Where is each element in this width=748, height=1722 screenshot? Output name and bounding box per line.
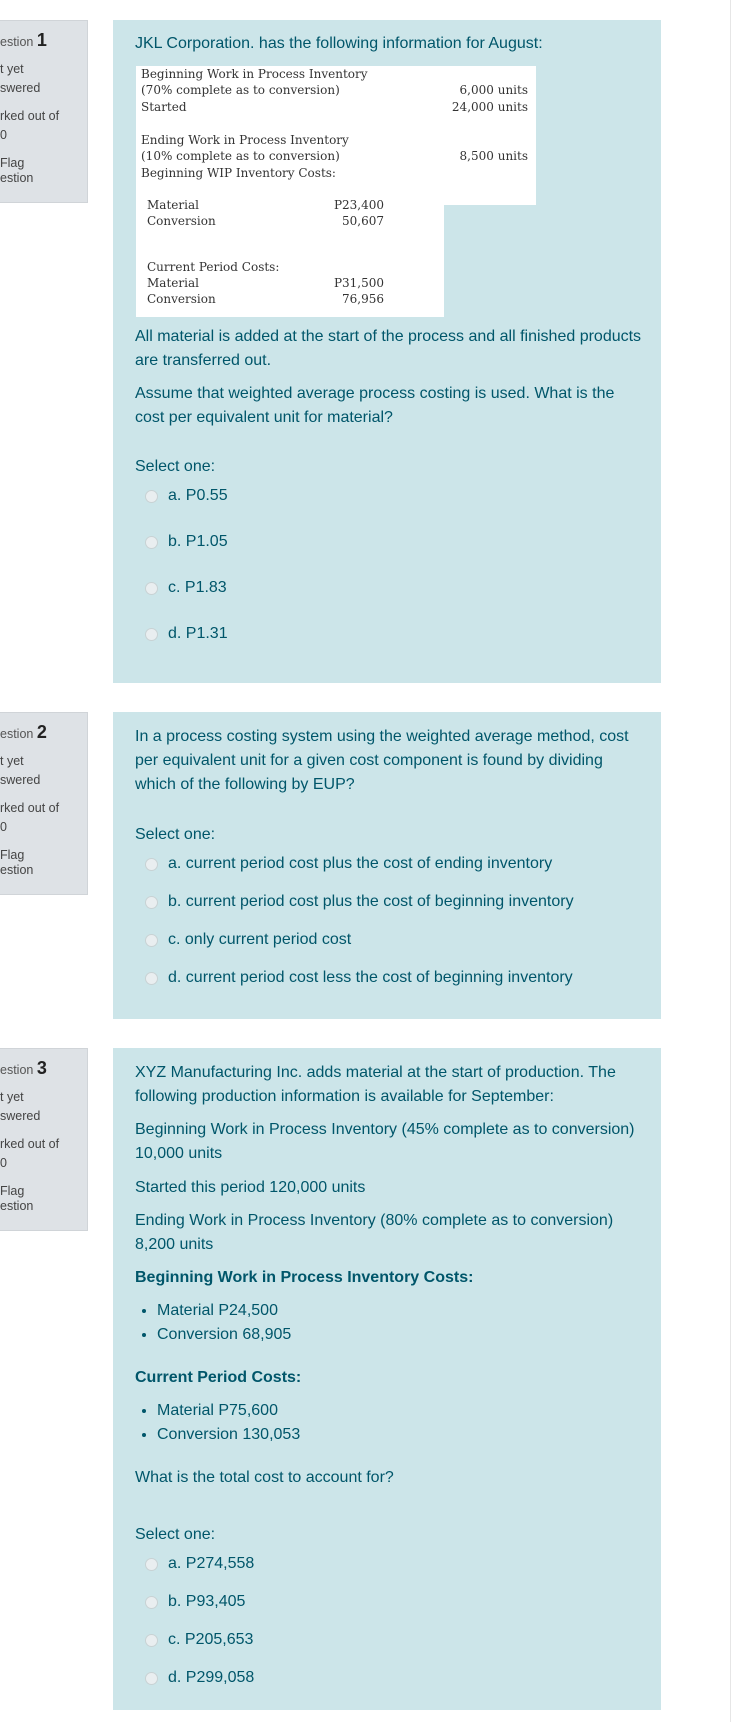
list-item: • Conversion 130,053	[157, 1423, 643, 1447]
flag-label: estion	[0, 863, 34, 877]
question-info-1	[0, 20, 88, 203]
radio-button[interactable]	[145, 1634, 158, 1647]
option-label: d. current period cost less the cost of beginning inventory	[168, 969, 573, 986]
answer-option-a[interactable]	[145, 487, 228, 505]
question-content-2	[113, 712, 661, 1019]
table-text: Material	[147, 276, 199, 290]
costs-heading: Beginning Work in Process Inventory Costs:	[135, 1269, 474, 1286]
radio-button[interactable]	[145, 628, 158, 641]
question-number: estion 2	[0, 722, 47, 742]
question-number: estion 3	[0, 1058, 47, 1078]
table-value: 8,500 units	[459, 149, 528, 163]
question-paragraph: Beginning Work in Process Inventory (45% complete as to conversion) 10,000 units	[135, 1121, 635, 1162]
table-text: Conversion	[147, 292, 216, 306]
radio-button[interactable]	[145, 896, 158, 909]
radio-button[interactable]	[145, 1558, 158, 1571]
option-label: d. P1.31	[168, 625, 228, 642]
cost-list	[135, 1399, 643, 1447]
flag-label: estion	[0, 1199, 34, 1213]
costs-heading: Current Period Costs:	[135, 1369, 302, 1386]
answer-option-a[interactable]	[145, 855, 552, 873]
option-label: b. P1.05	[168, 533, 228, 550]
radio-button[interactable]	[145, 858, 158, 871]
question-content-3	[113, 1048, 661, 1710]
option-label: b. current period cost plus the cost of beginning inventory	[168, 893, 574, 910]
question-info-2	[0, 712, 88, 895]
answer-option-c[interactable]	[145, 931, 351, 949]
table-text: (10% complete as to conversion)	[141, 149, 340, 163]
option-label: b. P93,405	[168, 1593, 246, 1610]
answer-option-d[interactable]	[145, 969, 573, 987]
status-line: swered	[0, 773, 41, 787]
option-label: a. current period cost plus the cost of ending inventory	[168, 855, 553, 872]
marks-line: 0	[0, 1156, 7, 1170]
radio-button[interactable]	[145, 1596, 158, 1609]
table-value: 6,000 units	[459, 83, 528, 97]
option-label: a. P274,558	[168, 1555, 255, 1572]
list-item: • Conversion 68,905	[157, 1323, 643, 1347]
status-line: swered	[0, 81, 41, 95]
radio-button[interactable]	[145, 972, 158, 985]
question-number: estion 1	[0, 30, 47, 50]
question-info-3	[0, 1048, 88, 1231]
flag-label: Flag	[0, 1184, 25, 1198]
marks-line: rked out of	[0, 1137, 60, 1151]
radio-button[interactable]	[145, 536, 158, 549]
table-value: 76,956	[342, 292, 384, 306]
page-right-border	[730, 0, 731, 1722]
table-text: Beginning WIP Inventory Costs:	[141, 166, 336, 180]
question-text: In a process costing system using the weighted average method, cost per equivalent unit for a given cost component is found by dividing which of the following by EUP?	[135, 728, 629, 793]
radio-button[interactable]	[145, 490, 158, 503]
marks-line: 0	[0, 820, 7, 834]
table-text: Current Period Costs:	[147, 260, 280, 274]
flag-label: estion	[0, 171, 34, 185]
answer-option-c[interactable]	[145, 1631, 253, 1649]
flag-question-link[interactable]	[0, 848, 33, 877]
table-text: Beginning Work in Process Inventory	[141, 67, 368, 81]
cost-list	[135, 1299, 643, 1347]
marks-line: 0	[0, 128, 7, 142]
table-value: P23,400	[333, 198, 384, 212]
flag-label: Flag	[0, 848, 25, 862]
answer-option-b[interactable]	[145, 1593, 245, 1611]
table-text: (70% complete as to conversion)	[141, 83, 340, 97]
option-label: c. P1.83	[168, 579, 227, 596]
option-label: d. P299,058	[168, 1669, 255, 1686]
answer-option-a[interactable]	[145, 1555, 254, 1573]
answer-option-b[interactable]	[145, 533, 228, 551]
option-label: c. P205,653	[168, 1631, 254, 1648]
radio-button[interactable]	[145, 582, 158, 595]
list-item: • Material P24,500	[157, 1299, 643, 1323]
flag-question-link[interactable]	[0, 156, 33, 185]
table-value: P31,500	[333, 276, 384, 290]
option-label: a. P0.55	[168, 487, 228, 504]
table-value: 50,607	[342, 214, 384, 228]
list-item: • Material P75,600	[157, 1399, 643, 1423]
status-line: swered	[0, 1109, 41, 1123]
question-paragraph: Assume that weighted average process costing is used. What is the cost per equivalent unit for material?	[135, 385, 615, 426]
status-line: t yet	[0, 62, 24, 76]
marks-line: rked out of	[0, 801, 60, 815]
table-text: Material	[147, 198, 199, 212]
flag-label: Flag	[0, 156, 25, 170]
status-line: t yet	[0, 1090, 24, 1104]
question-paragraph: All material is added at the start of the process and all finished products are transferred out.	[135, 328, 642, 369]
question-paragraph: What is the total cost to account for?	[135, 1469, 394, 1486]
select-one-label: Select one:	[135, 826, 216, 843]
question-paragraph: Started this period 120,000 units	[135, 1179, 366, 1196]
cost-table	[136, 193, 444, 317]
answer-option-d[interactable]	[145, 625, 228, 643]
question-intro: JKL Corporation. has the following information for August:	[135, 35, 543, 52]
table-value: 24,000 units	[451, 100, 528, 114]
answer-option-c[interactable]	[145, 579, 227, 597]
option-label: c. only current period cost	[168, 931, 352, 948]
radio-button[interactable]	[145, 934, 158, 947]
marks-line: rked out of	[0, 109, 60, 123]
question-content-1	[113, 20, 661, 683]
production-table	[136, 66, 536, 205]
flag-question-link[interactable]	[0, 1184, 33, 1213]
select-one-label: Select one:	[135, 458, 216, 475]
question-paragraph: Ending Work in Process Inventory (80% complete as to conversion) 8,200 units	[135, 1212, 614, 1253]
answer-option-b[interactable]	[145, 893, 574, 911]
status-line: t yet	[0, 754, 24, 768]
question-paragraph: XYZ Manufacturing Inc. adds material at the start of production. The following production information is available for September:	[135, 1064, 616, 1105]
table-text: Started	[141, 100, 187, 114]
radio-button[interactable]	[145, 1672, 158, 1685]
answer-option-d[interactable]	[145, 1669, 254, 1687]
select-one-label: Select one:	[135, 1526, 216, 1543]
table-text: Conversion	[147, 214, 216, 228]
table-text: Ending Work in Process Inventory	[141, 133, 349, 147]
